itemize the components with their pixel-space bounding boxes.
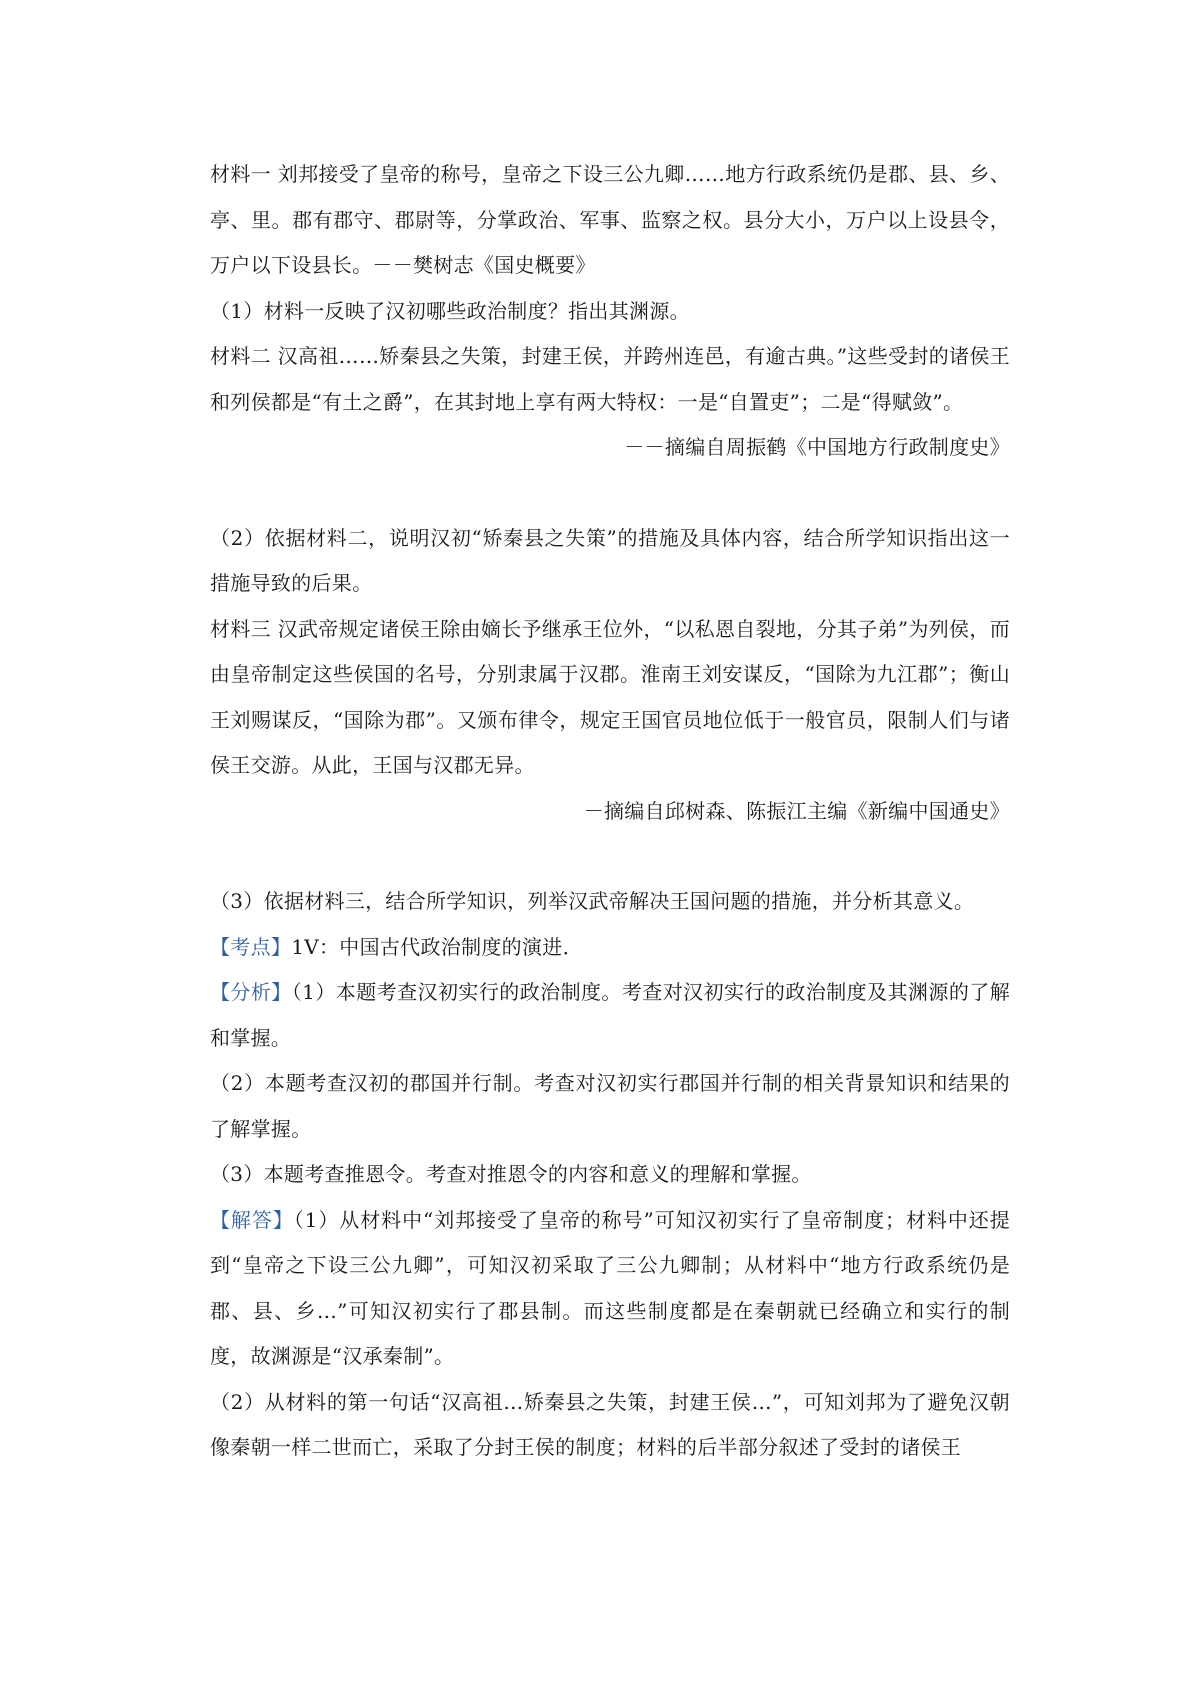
document-body (210, 152, 1010, 1471)
fenxi-section (210, 970, 1010, 1061)
material-2-source: －－摘编自周振鹤《中国地方行政制度史》 (624, 435, 1010, 459)
fenxi-paragraph-2: （2）本题考查汉初的郡国并行制。考查对汉初实行郡国并行制的相关背景知识和结果的了解掌握。 (210, 1071, 1010, 1141)
question-2: （2）依据材料二，说明汉初“矫秦县之失策”的措施及具体内容，结合所学知识指出这一措施导致的后果。 (210, 525, 1010, 595)
jieda-section (210, 1198, 1010, 1380)
kaodian-section (210, 925, 1010, 971)
fenxi-paragraph-1: （1）本题考查汉初实行的政治制度。考查对汉初实行的政治制度及其渊源的了解和掌握。 (210, 980, 1010, 1050)
spacer (210, 471, 1010, 516)
material-3-text: 材料三 汉武帝规定诸侯王除由嫡长予继承王位外，“以私恩自裂地，分其子弟”为列侯，而由皇帝制定这些侯国的名号，分别隶属于汉郡。淮南王刘安谋反，“国除为九江郡”；衡山王刘赐谋反，“国除为郡”。又颁布律令，规定王国官员地位低于一般官员，限制人们与诸侯王交游。从此，王国与汉郡无异。 (210, 616, 1010, 777)
material-2-text: 材料二 汉高祖……矫秦县之失策，封建王侯，并跨州连邑，有逾古典。”这些受封的诸侯王和列侯都是“有土之爵”，在其封地上享有两大特权：一是“自置吏”；二是“得赋敛”。 (210, 344, 1010, 414)
question-1: （1）材料一反映了汉初哪些政治制度？指出其渊源。 (210, 298, 690, 323)
jieda-paragraph-2: （2）从材料的第一句话“汉高祖…矫秦县之失策，封建王侯…”，可知刘邦为了避免汉朝像秦朝一样二世而亡，采取了分封王侯的制度；材料的后半部分叙述了受封的诸侯王 (210, 1389, 1010, 1459)
material-3-source: －摘编自邱树森、陈振江主编《新编中国通史》 (583, 798, 1010, 823)
spacer (210, 834, 1010, 879)
fenxi-tag: 【分析】 (210, 980, 292, 1004)
jieda-tag: 【解答】 (210, 1207, 294, 1232)
material-1-text: 材料一 刘邦接受了皇帝的称号，皇帝之下设三公九卿……地方行政系统仍是郡、县、乡、亭、里。郡有郡守、郡尉等，分掌政治、军事、监察之权。县分大小，万户以上设县令，万户以下设县长。－－樊树志《国史概要》 (210, 162, 1010, 277)
jieda-paragraph-1: （1）从材料中“刘邦接受了皇帝的称号”可知汉初实行了皇帝制度；材料中还提到“皇帝之下设三公九卿”，可知汉初采取了三公九卿制；从材料中“地方行政系统仍是郡、县、乡…”可知汉初实行了郡县制。而这些制度都是在秦朝就已经确立和实行的制度，故渊源是“汉承秦制”。 (210, 1207, 1010, 1368)
question-3: （3）依据材料三，结合所学知识，列举汉武帝解决王国问题的措施，并分析其意义。 (210, 889, 975, 913)
kaodian-tag: 【考点】 (210, 934, 292, 959)
kaodian-text: 1V：中国古代政治制度的演进． (291, 934, 583, 959)
fenxi-paragraph-3: （3）本题考查推恩令。考查对推恩令的内容和意义的理解和掌握。 (210, 1162, 812, 1186)
